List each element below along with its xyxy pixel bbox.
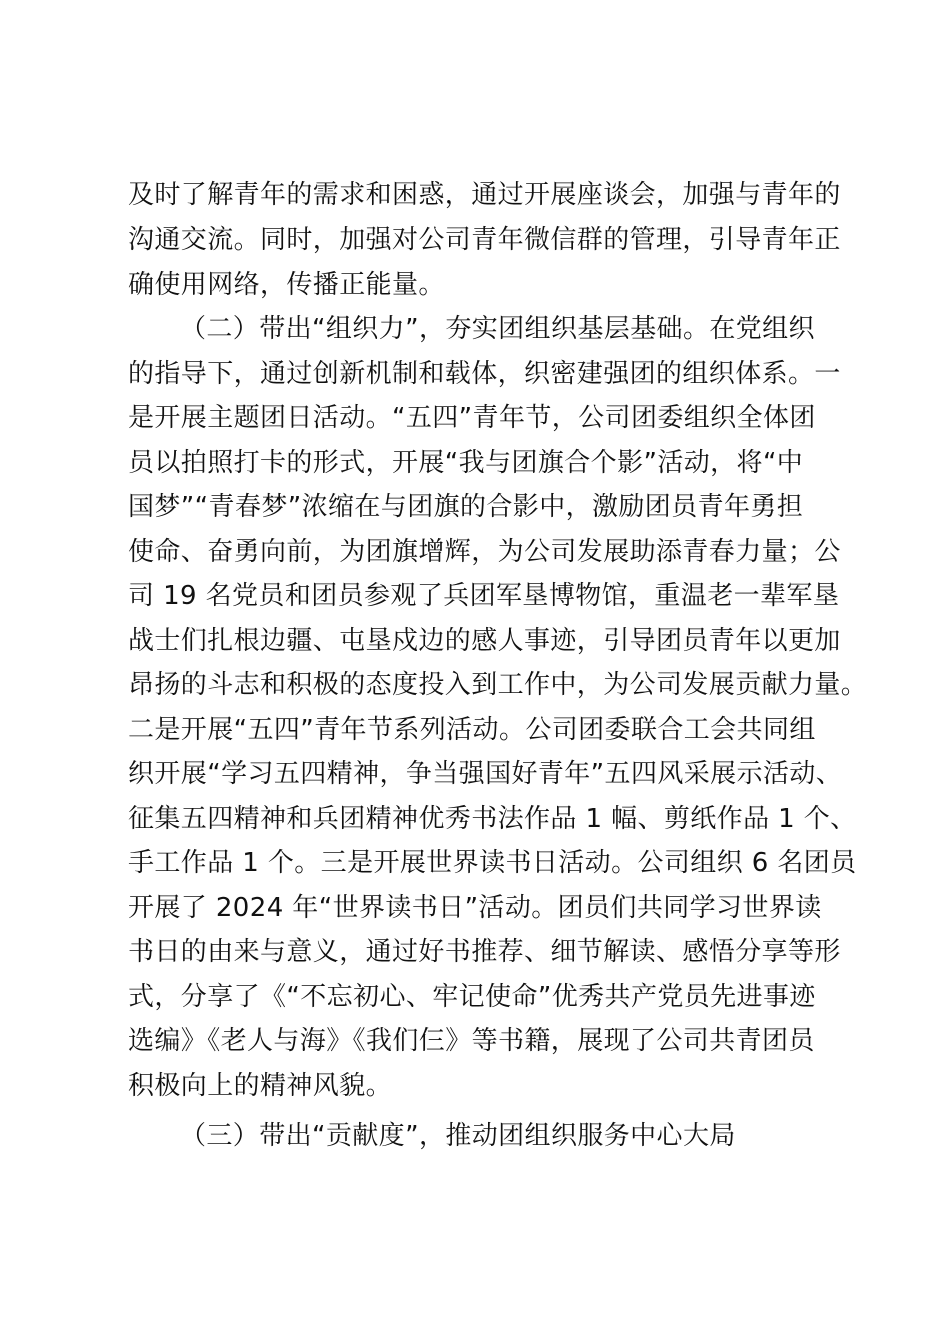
- text-line: 司 19 名党员和团员参观了兵团军垦博物馆，重温老一辈军垦: [128, 581, 840, 611]
- text-line: 的指导下，通过创新机制和载体，织密建强团的组织体系。一: [128, 359, 841, 389]
- text-line: 国梦”“青春梦”浓缩在与团旗的合影中，激励团员青年勇担: [128, 492, 804, 522]
- text-line: 二是开展“五四”青年节系列活动。公司团委联合工会共同组: [128, 715, 816, 745]
- text-line: 昂扬的斗志和积极的态度投入到工作中，为公司发展贡献力量。: [128, 670, 868, 700]
- text-line: 积极向上的精神风貌。: [128, 1071, 393, 1101]
- text-line: 确使用网络，传播正能量。: [128, 270, 445, 300]
- text-line: 选编》《老人与海》《我们仨》等书籍，展现了公司共青团员: [128, 1026, 815, 1056]
- text-line: 织开展“学习五四精神，争当强国好青年”五四风采展示活动、: [128, 759, 843, 789]
- text-line: 征集五四精神和兵团精神优秀书法作品 1 幅、剪纸作品 1 个、: [128, 804, 857, 834]
- text-line: 战士们扎根边疆、屯垦戍边的感人事迹，引导团员青年以更加: [128, 626, 841, 656]
- text-line: 是开展主题团日活动。“五四”青年节，公司团委组织全体团: [128, 403, 816, 433]
- text-line: 手工作品 1 个。三是开展世界读书日活动。公司组织 6 名团员: [128, 848, 857, 878]
- text-line: 沟通交流。同时，加强对公司青年微信群的管理，引导青年正: [128, 225, 841, 255]
- text-line: 开展了 2024 年“世界读书日”活动。团员们共同学习世界读: [128, 893, 822, 923]
- text-line: 员以拍照打卡的形式，开展“我与团旗合个影”活动，将“中: [128, 448, 804, 478]
- text-line: 书日的由来与意义，通过好书推荐、细节解读、感悟分享等形: [128, 937, 841, 967]
- section-heading-3: （三）带出“贡献度”，推动团组织服务中心大局: [180, 1121, 736, 1151]
- text-line: 及时了解青年的需求和困惑，通过开展座谈会，加强与青年的: [128, 180, 841, 210]
- section-heading-2: （二）带出“组织力”，夯实团组织基层基础。在党组织: [180, 314, 815, 344]
- text-line: 式，分享了《“不忘初心、牢记使命”优秀共产党员先进事迹: [128, 982, 816, 1012]
- text-line: 使命、奋勇向前，为团旗增辉，为公司发展助添青春力量；公: [128, 537, 841, 567]
